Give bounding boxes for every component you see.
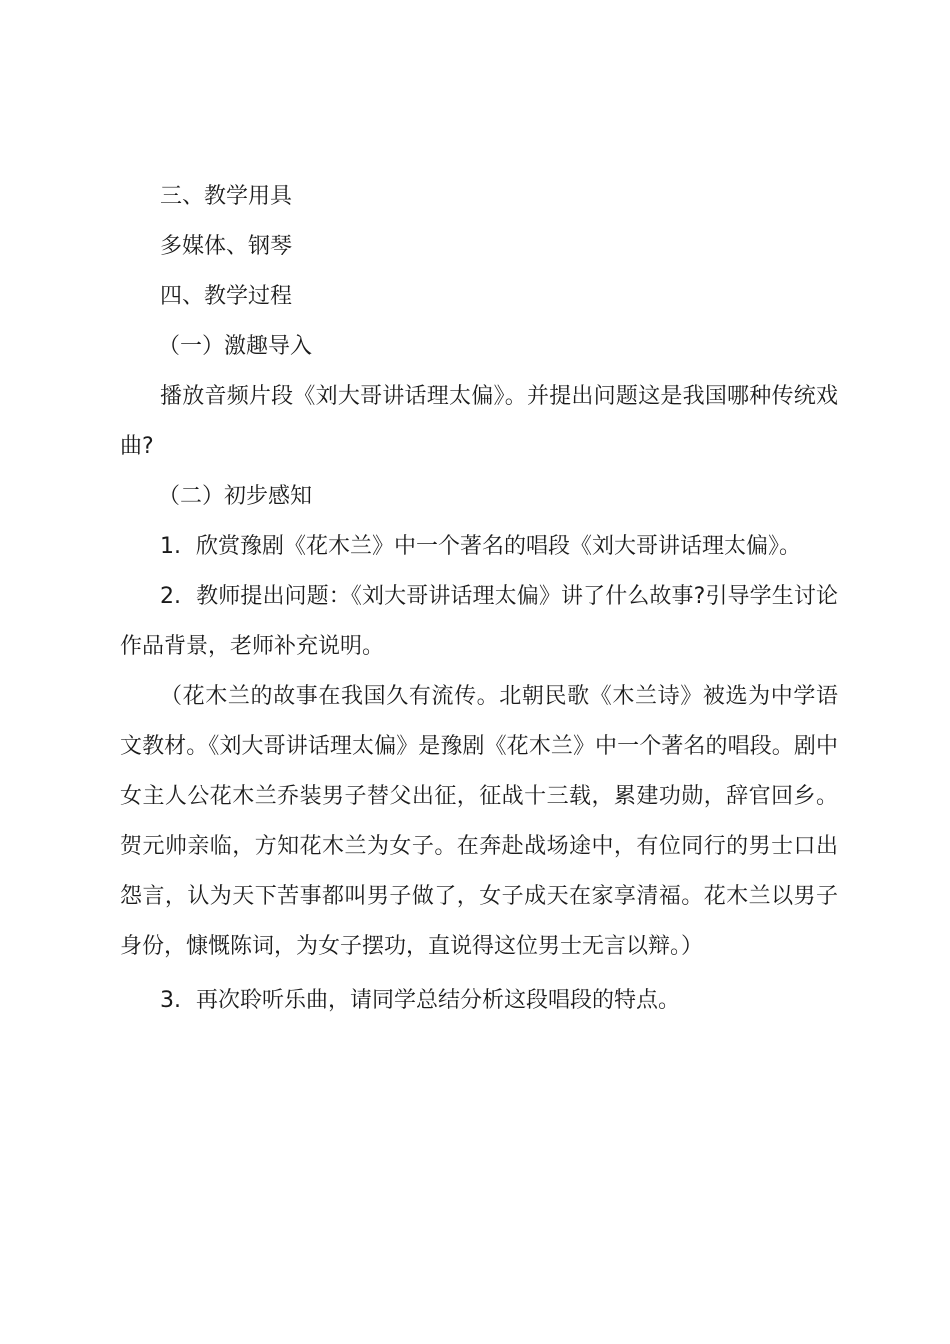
part1-body: 播放音频片段《刘大哥讲话理太偏》。并提出问题这是我国哪种传统戏曲? <box>120 384 838 459</box>
process-heading: 四、教学过程 <box>160 284 293 309</box>
background-note: （花木兰的故事在我国久有流传。北朝民歌《木兰诗》被选为中学语文教材。《刘大哥讲话理太偏》是豫剧《花木兰》中一个著名的唱段。剧中女主人公花木兰乔装男子替父出征，征战十三载，累建功勋，辞官回乡。贺元帅亲临，方知花木兰为女子。在奔赴战场途中，有位同行的男士口出怨言，认为天下苦事都叫男子做了，女子成天在家享清福。花木兰以男子身份，慷慨陈词，为女子摆功，直说得这位男士无言以辩。） <box>120 684 838 959</box>
part1-heading: （一）激趣导入 <box>158 334 313 359</box>
list-item-3 <box>120 976 838 1026</box>
tools-heading: 三、教学用具 <box>160 184 293 209</box>
list-item-number: 1. <box>160 534 181 559</box>
list-item-text: 欣赏豫剧《花木兰》中一个著名的唱段《刘大哥讲话理太偏》。 <box>196 534 802 559</box>
list-item-number: 3. <box>160 988 181 1013</box>
list-item-2 <box>120 572 838 672</box>
part2-heading: （二）初步感知 <box>158 484 313 509</box>
list-item-text: 教师提出问题：《刘大哥讲话理太偏》讲了什么故事?引导学生讨论作品背景，老师补充说明。 <box>120 584 838 659</box>
list-item-1 <box>120 522 838 572</box>
document-page <box>120 172 838 1026</box>
list-item-number: 2. <box>160 584 181 609</box>
tools-body: 多媒体、钢琴 <box>160 234 293 259</box>
list-item-text: 再次聆听乐曲，请同学总结分析这段唱段的特点。 <box>196 988 681 1013</box>
